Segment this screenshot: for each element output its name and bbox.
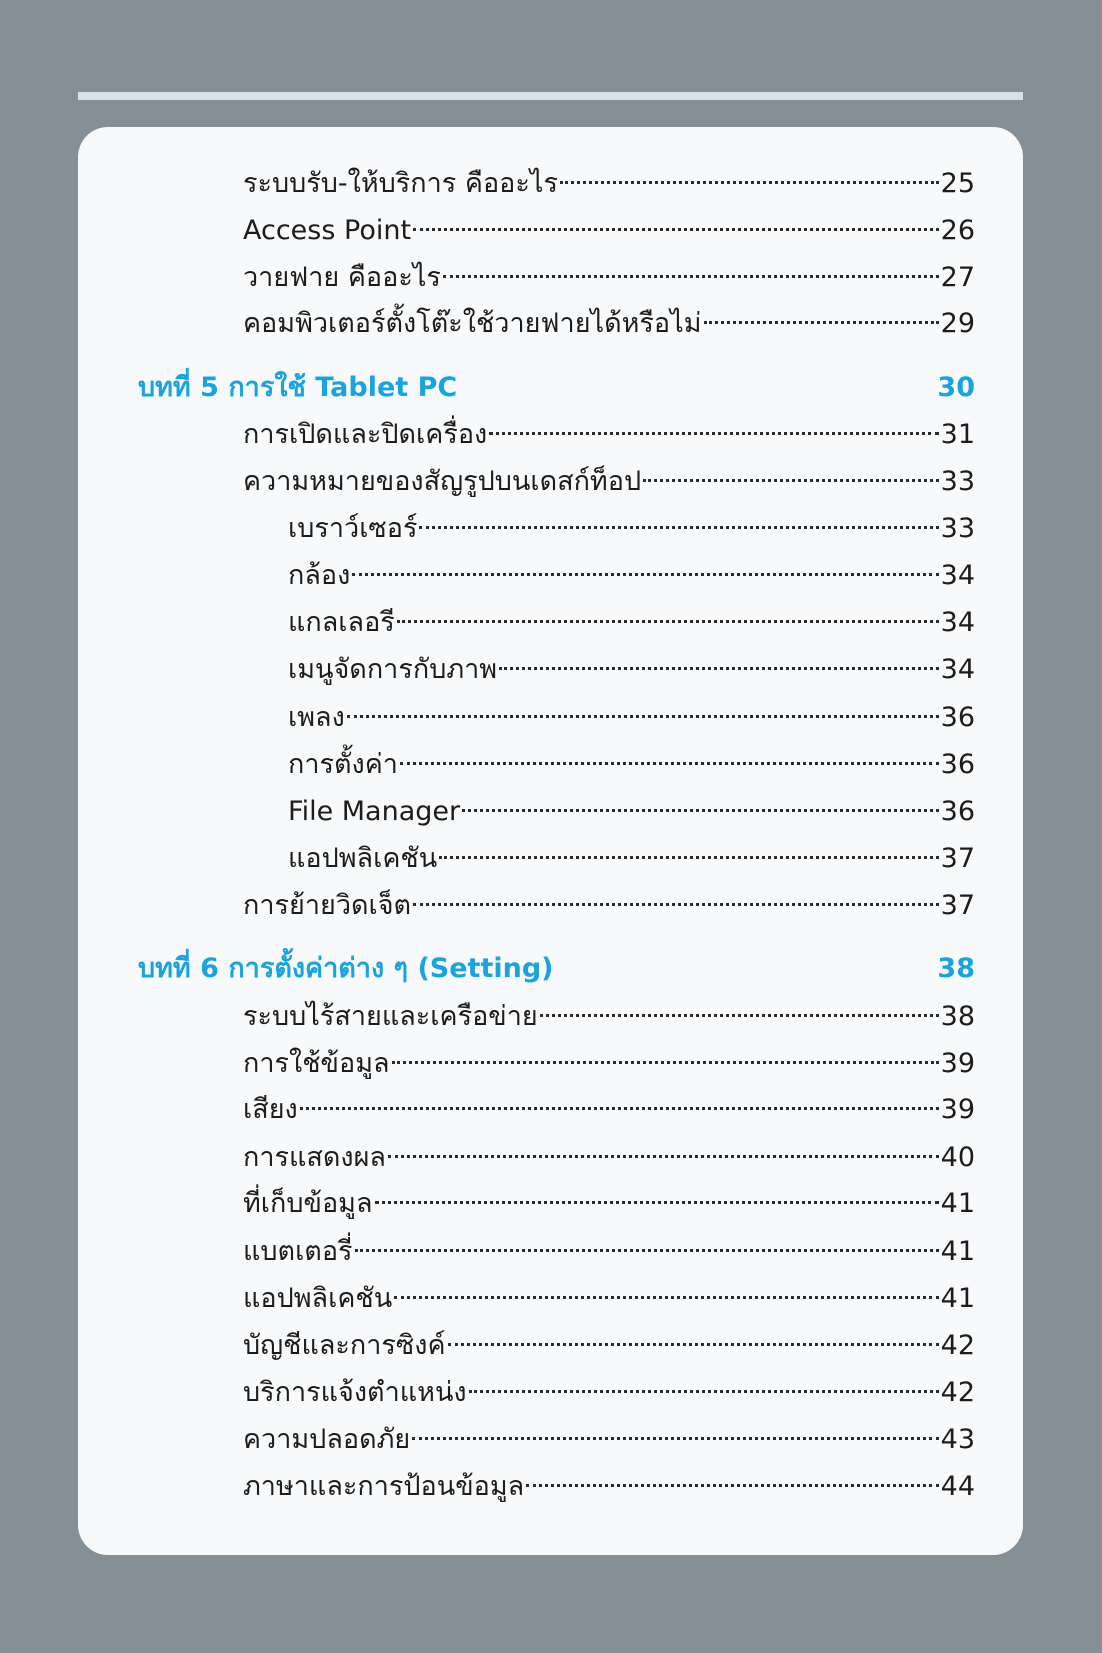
- toc-entry-label: ภาษาและการป้อนข้อมูล: [243, 1471, 525, 1502]
- dot-leader: [392, 1061, 939, 1064]
- dot-leader: [300, 1107, 939, 1110]
- toc-entry[interactable]: [243, 1138, 975, 1178]
- toc-subentry[interactable]: [288, 745, 975, 785]
- toc-entry[interactable]: [243, 304, 975, 344]
- dot-leader: [400, 762, 939, 765]
- toc-entry-page: 42: [940, 1330, 975, 1361]
- dot-leader: [526, 1484, 938, 1487]
- toc-subentry[interactable]: [288, 509, 975, 549]
- toc-entry[interactable]: [243, 1326, 975, 1366]
- toc-entry-page: 34: [940, 654, 975, 685]
- dot-leader: [439, 856, 938, 859]
- toc-entry[interactable]: [243, 1184, 975, 1224]
- toc-entry-label: Access Point: [243, 215, 412, 246]
- toc-entry-label: ระบบไร้สายและเครือข่าย: [243, 1001, 538, 1032]
- toc-entry-label: ที่เก็บข้อมูล: [243, 1188, 373, 1219]
- dot-leader: [352, 573, 938, 576]
- toc-entry-page: 41: [940, 1283, 975, 1314]
- dot-leader: [397, 620, 939, 623]
- dot-leader: [499, 667, 939, 670]
- toc-entry[interactable]: [243, 1090, 975, 1130]
- dot-leader: [419, 526, 938, 529]
- chapter-title: บทที่ 5 การใช้ Tablet PC: [138, 372, 458, 403]
- chapter-page: 30: [937, 372, 975, 403]
- toc-subentry[interactable]: [288, 839, 975, 879]
- toc-entry-label: การใช้ข้อมูล: [243, 1048, 390, 1079]
- toc-entry-label: บริการแจ้งตำแหน่ง: [243, 1377, 467, 1408]
- toc-entry-label: แกลเลอรี: [288, 607, 395, 638]
- toc-entry[interactable]: [243, 211, 975, 251]
- toc-entry-page: 39: [940, 1094, 975, 1125]
- toc-entry-page: 43: [940, 1424, 975, 1455]
- dot-leader: [443, 275, 939, 278]
- toc-entry-label: File Manager: [288, 796, 461, 827]
- toc-entry[interactable]: [243, 164, 975, 204]
- toc-panel: [78, 127, 1023, 1555]
- chapter-title: บทที่ 6 การตั้งค่าต่าง ๆ (Setting): [138, 953, 554, 984]
- toc-entry-page: 41: [940, 1236, 975, 1267]
- toc-entry-page: 36: [940, 702, 975, 733]
- toc-entry-label: การเปิดและปิดเครื่อง: [243, 419, 488, 450]
- chapter-heading-5[interactable]: [138, 366, 975, 410]
- toc-entry-page: 36: [940, 749, 975, 780]
- toc-entry-page: 37: [940, 843, 975, 874]
- toc-entry-page: 36: [940, 796, 975, 827]
- toc-entry-label: ความปลอดภัย: [243, 1424, 411, 1455]
- toc-entry[interactable]: [243, 997, 975, 1037]
- chapter-heading-6[interactable]: [138, 947, 975, 991]
- dot-leader: [388, 1155, 939, 1158]
- dot-leader: [355, 1249, 939, 1252]
- dot-leader: [412, 1437, 938, 1440]
- dot-leader: [489, 432, 938, 435]
- toc-entry-label: แอปพลิเคชัน: [288, 843, 438, 874]
- toc-entry-label: การย้ายวิดเจ็ต: [243, 890, 412, 921]
- toc-entry-page: 29: [940, 308, 975, 339]
- toc-entry-page: 44: [940, 1471, 975, 1502]
- toc-entry-page: 38: [940, 1001, 975, 1032]
- toc-entry-label: การตั้งค่า: [288, 749, 398, 780]
- toc-entry-label: เมนูจัดการกับภาพ: [288, 654, 498, 685]
- toc-entry-page: 41: [940, 1188, 975, 1219]
- toc-entry[interactable]: [243, 1420, 975, 1460]
- toc-entry-label: การแสดงผล: [243, 1142, 386, 1173]
- toc-entry-label: ระบบรับ-ให้บริการ คืออะไร: [243, 168, 558, 199]
- table-of-contents: [78, 127, 1023, 1555]
- toc-entry[interactable]: [243, 258, 975, 298]
- toc-entry[interactable]: [243, 415, 975, 455]
- dot-leader: [469, 1390, 939, 1393]
- toc-entry-page: 42: [940, 1377, 975, 1408]
- toc-subentry[interactable]: [288, 556, 975, 596]
- toc-entry-page: 33: [940, 513, 975, 544]
- toc-entry-page: 39: [940, 1048, 975, 1079]
- toc-entry[interactable]: [243, 1467, 975, 1507]
- toc-entry-page: 31: [940, 419, 975, 450]
- toc-entry[interactable]: [243, 1373, 975, 1413]
- dot-leader: [643, 479, 939, 482]
- toc-entry-label: แบตเตอรี่: [243, 1236, 353, 1267]
- dot-leader: [394, 1296, 938, 1299]
- toc-subentry[interactable]: [288, 650, 975, 690]
- toc-subentry[interactable]: [288, 603, 975, 643]
- toc-entry-label: ความหมายของสัญรูปบนเดสก์ท็อป: [243, 466, 642, 497]
- dot-leader: [375, 1201, 939, 1204]
- dot-leader: [462, 809, 939, 812]
- dot-leader: [560, 181, 939, 184]
- toc-entry-label: วายฟาย คืออะไร: [243, 262, 441, 293]
- toc-subentry[interactable]: [288, 698, 975, 738]
- toc-entry-page: 40: [940, 1142, 975, 1173]
- toc-entry-page: 25: [940, 168, 975, 199]
- toc-entry[interactable]: [243, 1044, 975, 1084]
- toc-entry-page: 27: [940, 262, 975, 293]
- dot-leader: [448, 1343, 939, 1346]
- dot-leader: [540, 1014, 939, 1017]
- toc-entry-label: เพลง: [288, 702, 345, 733]
- toc-entry-label: บัญชีและการซิงค์: [243, 1330, 446, 1361]
- toc-entry-page: 34: [940, 560, 975, 591]
- toc-entry-label: กล้อง: [288, 560, 351, 591]
- chapter-page: 38: [937, 953, 975, 984]
- toc-entry-label: แอปพลิเคชัน: [243, 1283, 393, 1314]
- toc-entry-page: 33: [940, 466, 975, 497]
- dot-leader: [413, 228, 939, 231]
- dot-leader: [413, 903, 939, 906]
- toc-entry-page: 26: [940, 215, 975, 246]
- dot-leader: [704, 321, 939, 324]
- top-divider: [78, 92, 1023, 100]
- toc-entry-label: คอมพิวเตอร์ตั้งโต๊ะใช้วายฟายได้หรือไม่: [243, 308, 702, 339]
- toc-entry[interactable]: [243, 462, 975, 502]
- toc-entry-label: เสียง: [243, 1094, 298, 1125]
- toc-subentry[interactable]: [288, 792, 975, 832]
- toc-entry[interactable]: [243, 886, 975, 926]
- toc-entry-page: 37: [940, 890, 975, 921]
- dot-leader: [347, 715, 939, 718]
- toc-entry[interactable]: [243, 1279, 975, 1319]
- toc-entry-label: เบราว์เซอร์: [288, 513, 418, 544]
- toc-entry[interactable]: [243, 1232, 975, 1272]
- toc-entry-page: 34: [940, 607, 975, 638]
